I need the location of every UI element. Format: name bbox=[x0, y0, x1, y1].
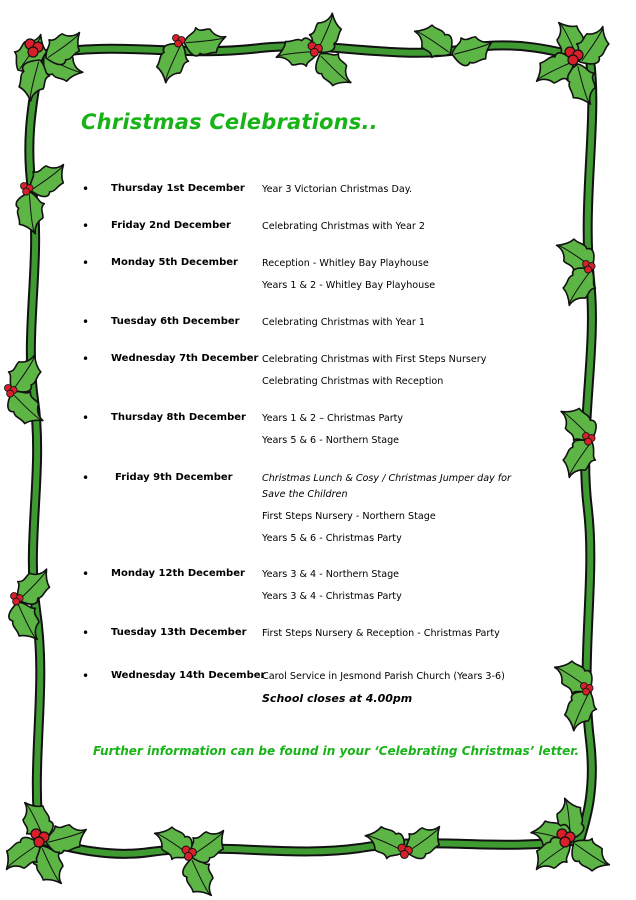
event-detail: Years 3 & 4 - Christmas Party bbox=[262, 591, 402, 602]
event-date: Friday 2nd December bbox=[111, 220, 231, 231]
event-date: Wednesday 14th December bbox=[111, 670, 266, 681]
event-detail: Celebrating Christmas with Year 1 bbox=[262, 317, 426, 328]
event-detail: Christmas Lunch & Cosy / Christmas Jumper day for Save the Children bbox=[262, 473, 511, 500]
footer-note: Further information can be found in your ‘Celebrating Christmas’ letter. bbox=[93, 744, 580, 758]
bullet-icon: • bbox=[82, 669, 90, 683]
bullet-icon: • bbox=[82, 315, 90, 329]
school-closes-note: School closes at 4.00pm bbox=[262, 692, 413, 705]
event-date: Tuesday 13th December bbox=[111, 627, 247, 638]
event-detail: Reception - Whitley Bay Playhouse bbox=[262, 258, 429, 269]
bullet-icon: • bbox=[82, 256, 90, 270]
event-detail: Year 3 Victorian Christmas Day. bbox=[262, 184, 413, 195]
event-detail: Years 1 & 2 - Whitley Bay Playhouse bbox=[262, 280, 436, 291]
bullet-icon: • bbox=[82, 471, 90, 485]
page-title: Christmas Celebrations.. bbox=[81, 110, 378, 134]
event-date: Wednesday 7th December bbox=[111, 353, 259, 364]
event-date: Thursday 1st December bbox=[111, 183, 245, 194]
event-detail: Celebrating Christmas with Reception bbox=[262, 376, 444, 387]
event-date: Monday 5th December bbox=[111, 257, 238, 268]
event-detail: Celebrating Christmas with Year 2 bbox=[262, 221, 426, 232]
bullet-icon: • bbox=[82, 567, 90, 581]
event-date: Friday 9th December bbox=[115, 472, 233, 483]
bullet-icon: • bbox=[82, 411, 90, 425]
event-detail: Years 5 & 6 - Northern Stage bbox=[262, 435, 400, 446]
event-detail: Years 3 & 4 - Northern Stage bbox=[262, 569, 400, 580]
event-date: Tuesday 6th December bbox=[111, 316, 240, 327]
bullet-icon: • bbox=[82, 626, 90, 640]
event-date: Thursday 8th December bbox=[111, 412, 246, 423]
event-detail: Celebrating Christmas with First Steps Nursery bbox=[262, 354, 487, 365]
bullet-icon: • bbox=[82, 352, 90, 366]
event-detail: Carol Service in Jesmond Parish Church (Years 3-6) bbox=[262, 671, 505, 682]
event-detail: Years 5 & 6 - Christmas Party bbox=[262, 532, 402, 544]
event-detail: Years 1 & 2 – Christmas Party bbox=[262, 413, 404, 424]
event-detail: First Steps Nursery - Northern Stage bbox=[262, 510, 436, 522]
event-detail: First Steps Nursery & Reception - Christmas Party bbox=[262, 628, 500, 639]
bullet-icon: • bbox=[82, 182, 90, 196]
bullet-icon: • bbox=[82, 219, 90, 233]
event-date: Monday 12th December bbox=[111, 568, 245, 579]
